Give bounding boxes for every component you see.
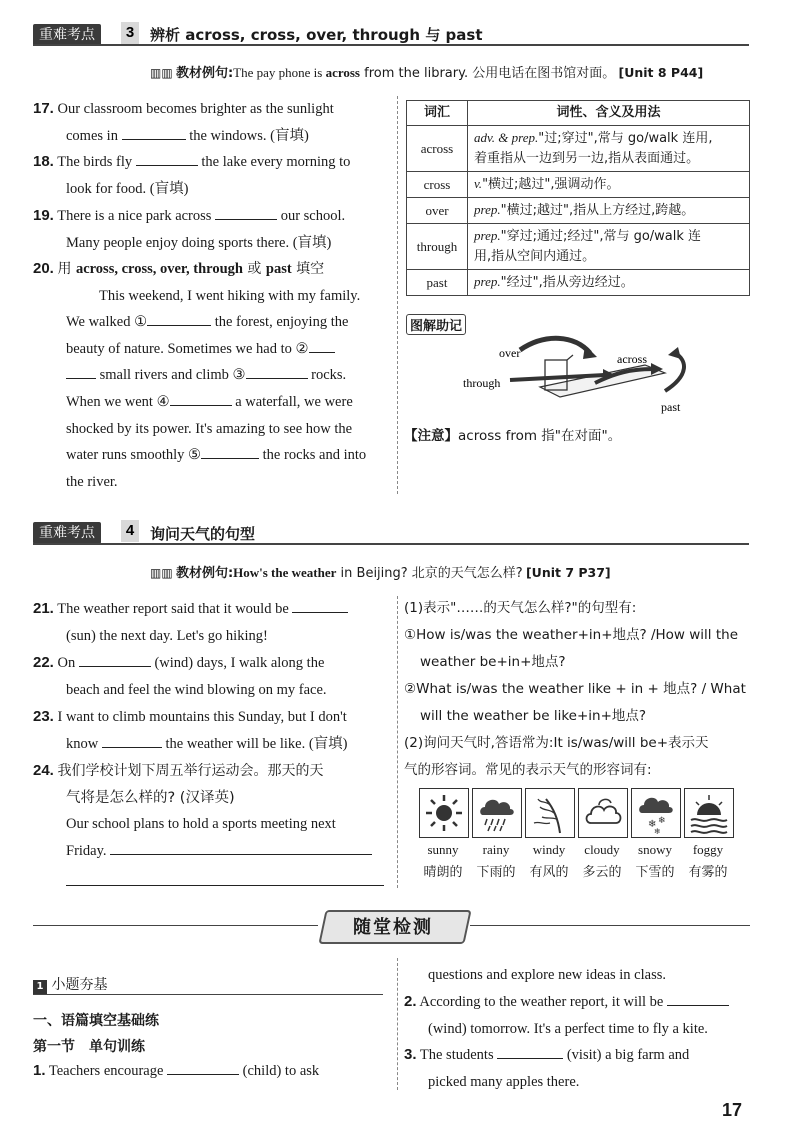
- weather-word-zh: 有雾的: [688, 865, 728, 880]
- note-line: (1)表示"……的天气怎么样?"的句型有:: [404, 600, 637, 616]
- textbook-example: [150, 562, 611, 581]
- windy-icon: [525, 788, 575, 838]
- section-title: 辨析 across, cross, over, through 与 past: [150, 26, 483, 44]
- passage-text: This weekend, I went hiking with my family.: [99, 287, 361, 304]
- usage-text: "经过",指从旁边经过。: [500, 275, 634, 290]
- question-number: 19.: [33, 207, 54, 224]
- instruction-keywords: across, cross, over, through: [75, 261, 243, 277]
- preposition-diagram: [455, 335, 715, 420]
- snowy-icon: [631, 788, 681, 838]
- table-cell-usage: [468, 270, 750, 296]
- question-text: questions and explore new ideas in class.: [428, 967, 666, 983]
- answer-blank-4[interactable]: [170, 389, 232, 406]
- usage-text: 着重指从一边到另一边,指从表面通过。: [474, 151, 700, 166]
- pos-label: prep.: [474, 202, 501, 217]
- weather-word-en: windy: [532, 842, 566, 857]
- answer-blank[interactable]: [122, 123, 186, 140]
- subheading-text: 小题夯基: [51, 977, 108, 993]
- question-text: The birds fly: [57, 154, 133, 170]
- example-translation: in Beijing? 北京的天气怎么样?: [336, 566, 523, 581]
- banner-rule-right: [470, 925, 750, 926]
- example-label: 教材例句:: [175, 566, 234, 581]
- weather-word-en: snowy: [638, 842, 672, 857]
- answer-blank[interactable]: [79, 650, 151, 667]
- usage-text: "横过;越过",强调动作。: [482, 177, 620, 192]
- note-line: will the weather be like+in+地点?: [420, 708, 647, 724]
- question-text: On: [57, 655, 76, 671]
- practice-question-2: [404, 989, 754, 1042]
- passage-text: When we went ④: [66, 393, 170, 410]
- table-row: [407, 270, 750, 296]
- note-text: across from 指"在对面"。: [458, 428, 622, 444]
- passage-text: the river.: [66, 473, 118, 490]
- table-cell-word: over: [407, 198, 468, 224]
- banner-rule-left: [33, 925, 318, 926]
- question-number: 20.: [33, 260, 54, 277]
- question-text: (wind) tomorrow. It's a perfect time to fly a kite.: [428, 1020, 708, 1037]
- question-text: (wind) days, I walk along the: [154, 655, 325, 671]
- instruction-text: 或: [242, 261, 266, 277]
- usage-text: "穿过;通过;经过",常与 go/walk 连: [500, 229, 702, 244]
- note-line: ②What is/was the weather like + in + 地点? / What: [404, 681, 746, 697]
- passage-text: shocked by its power. It's amazing to see how the: [66, 420, 353, 437]
- weather-word-en: sunny: [427, 842, 459, 857]
- svg-text:❄: ❄: [654, 827, 661, 836]
- table-header: 词性、含义及用法: [468, 101, 750, 126]
- instruction-text: 填空: [291, 261, 325, 277]
- question-number: 21.: [33, 600, 54, 617]
- table-cell-word: through: [407, 224, 468, 270]
- usage-text: "过;穿过",常与 go/walk 连用,: [538, 131, 713, 146]
- example-keyword: How's the weather: [233, 565, 337, 580]
- weather-word-zh: 下雪的: [635, 865, 675, 880]
- question-text: Our classroom becomes brighter as the sunlight: [57, 101, 334, 117]
- weather-word-en: cloudy: [584, 842, 620, 857]
- question-text: Friday.: [66, 842, 107, 859]
- note: [404, 424, 621, 444]
- column-divider: [397, 96, 398, 494]
- over-label: over: [499, 346, 521, 360]
- question-text: (child) to ask: [242, 1063, 320, 1079]
- question-text: There is a nice park across: [57, 208, 212, 224]
- vocab-table: [406, 100, 750, 296]
- past-label: past: [661, 400, 681, 414]
- pos-label: prep.: [474, 228, 501, 243]
- sunny-icon: [419, 788, 469, 838]
- question-19: [33, 203, 385, 256]
- question-text: comes in: [66, 127, 118, 144]
- section-number: 3: [121, 22, 139, 44]
- answer-line[interactable]: [66, 885, 384, 886]
- example-label: 教材例句:: [175, 66, 234, 81]
- section-number: 4: [121, 520, 139, 542]
- passage-text: We walked ①: [66, 314, 148, 331]
- table-cell-usage: [468, 198, 750, 224]
- question-number: 2.: [404, 993, 417, 1010]
- rainy-icon: [472, 788, 522, 838]
- example-keyword: across: [325, 65, 360, 80]
- example-text: The pay phone is: [233, 65, 326, 80]
- example-translation: from the library. 公用电话在图书馆对面。: [360, 66, 616, 81]
- example-reference: [Unit 8 P44]: [618, 65, 704, 80]
- question-text: beach and feel the wind blowing on my face.: [66, 681, 327, 698]
- question-21: [33, 596, 385, 649]
- answer-blank[interactable]: [167, 1058, 239, 1075]
- section-subtitle: 第一节 单句训练: [33, 1039, 145, 1055]
- textbook-example: [150, 62, 703, 81]
- subheading: [33, 974, 107, 994]
- weather-word-zh: 多云的: [582, 865, 622, 880]
- question-text: The students: [419, 1047, 494, 1063]
- weather-word-en: foggy: [692, 842, 724, 857]
- answer-line[interactable]: [110, 838, 372, 855]
- question-text: (visit) a big farm and: [566, 1047, 690, 1063]
- pos-label: v.: [474, 176, 483, 191]
- table-row: [407, 198, 750, 224]
- over-arrow: [520, 338, 590, 353]
- question-number: 3.: [404, 1046, 417, 1063]
- book-icon: ▥▥: [150, 566, 173, 580]
- column-divider: [397, 596, 398, 888]
- table-cell-word: cross: [407, 172, 468, 198]
- table-cell-usage: [468, 172, 750, 198]
- question-number: 1.: [33, 1062, 46, 1079]
- table-header: 词汇: [407, 101, 468, 126]
- question-text: the windows. (盲填): [189, 127, 309, 144]
- question-text: our school.: [280, 208, 346, 224]
- question-text: know: [66, 735, 99, 752]
- question-text: Our school plans to hold a sports meeting next: [66, 816, 336, 833]
- part-title: 一、语篇填空基础练: [33, 1013, 159, 1029]
- section-tag: 重难考点: [33, 522, 101, 544]
- passage-text: water runs smoothly ⑤: [66, 447, 202, 464]
- cloudy-icon: [578, 788, 628, 838]
- answer-blank-1[interactable]: [147, 309, 211, 326]
- question-number: 18.: [33, 153, 54, 170]
- table-cell-usage: [468, 126, 750, 172]
- instruction-text: 用: [57, 261, 76, 277]
- question-18: [33, 149, 385, 202]
- table-row: [407, 224, 750, 270]
- question-number: 22.: [33, 654, 54, 671]
- answer-blank[interactable]: [136, 149, 198, 166]
- note-line: weather be+in+地点?: [420, 654, 566, 670]
- weather-icon-row: [419, 788, 739, 842]
- question-text: picked many apples there.: [428, 1073, 580, 1090]
- question-text: (sun) the next day. Let's go hiking!: [66, 627, 268, 644]
- question-text: look for food. (盲填): [66, 180, 189, 197]
- page-number: 17: [722, 1100, 743, 1120]
- question-number: 17.: [33, 100, 54, 117]
- table-cell-usage: [468, 224, 750, 270]
- svg-text:❄: ❄: [658, 816, 666, 826]
- subheading-rule: [33, 994, 383, 995]
- pos-label: adv. & prep.: [474, 130, 539, 145]
- answer-blank[interactable]: [497, 1042, 563, 1059]
- section-title: 询问天气的句型: [150, 525, 256, 543]
- through-label: through: [463, 376, 501, 390]
- table-cell-word: past: [407, 270, 468, 296]
- answer-blank-2[interactable]: [309, 336, 335, 353]
- pos-label: prep.: [474, 274, 501, 289]
- table-cell-word: across: [407, 126, 468, 172]
- question-text: 我们学校计划下周五举行运动会。那天的天: [57, 763, 324, 779]
- example-reference: [Unit 7 P37]: [525, 565, 611, 580]
- subheading-icon: 1: [33, 980, 47, 994]
- practice-question-1: [33, 1058, 385, 1085]
- question-text: Many people enjoy doing sports there. (盲填): [66, 234, 332, 251]
- question-text: the weather will be like. (盲填): [165, 735, 348, 752]
- passage-text: a waterfall, we were: [235, 393, 353, 410]
- question-text: Teachers encourage: [48, 1063, 164, 1079]
- question-text: the lake every morning to: [201, 154, 351, 170]
- question-22: [33, 650, 385, 703]
- note-line: 气的形容词。常见的表示天气的形容词有:: [404, 762, 652, 778]
- question-24: [33, 758, 385, 864]
- passage-text: small rivers and climb ③: [99, 367, 246, 384]
- across-label: across: [617, 352, 647, 366]
- foggy-icon: [684, 788, 734, 838]
- usage-text: "横过;越过",指从上方经过,跨越。: [500, 203, 695, 218]
- question-20: [33, 256, 385, 495]
- practice-question-3: [404, 1042, 754, 1095]
- table-row: [407, 172, 750, 198]
- diagram-label: 图解助记: [406, 314, 466, 335]
- question-23: [33, 704, 385, 757]
- question-text: According to the weather report, it will be: [419, 994, 664, 1010]
- section-rule: [33, 543, 749, 545]
- passage-text: beauty of nature. Sometimes we had to ②: [66, 340, 309, 357]
- svg-text:❄: ❄: [648, 819, 657, 830]
- question-17: [33, 96, 385, 149]
- answer-blank-5[interactable]: [201, 442, 259, 459]
- answer-blank[interactable]: [292, 596, 348, 613]
- note-line: (2)询问天气时,答语常为:It is/was/will be+表示天: [404, 735, 709, 751]
- answer-blank[interactable]: [102, 731, 162, 748]
- weather-word-zh: 下雨的: [476, 865, 516, 880]
- passage-text: the rocks and into: [262, 447, 367, 464]
- question-number: 24.: [33, 762, 54, 779]
- question-text: The weather report said that it would be: [57, 601, 289, 617]
- note-line: ①How is/was the weather+in+地点? /How will the: [404, 627, 739, 643]
- answer-blank-3[interactable]: [246, 362, 308, 379]
- section-tag: 重难考点: [33, 24, 101, 46]
- weather-notes: [404, 595, 754, 784]
- passage-text: the forest, enjoying the: [214, 314, 349, 331]
- question-text: 气将是怎么样的? (汉译英): [66, 789, 235, 806]
- weather-word-zh: 晴朗的: [423, 865, 463, 880]
- answer-blank[interactable]: [215, 203, 277, 220]
- column-divider: [397, 958, 398, 1090]
- weather-word-en: rainy: [482, 842, 510, 857]
- table-row: [407, 126, 750, 172]
- note-tag: 【注意】: [404, 428, 458, 444]
- section-rule: [33, 44, 749, 46]
- usage-text: 用,指从空间内通过。: [474, 249, 596, 264]
- banner-title: 随堂检测: [353, 917, 433, 938]
- instruction-keywords: past: [265, 261, 292, 277]
- weather-word-zh: 有风的: [529, 865, 569, 880]
- passage-text: rocks.: [311, 367, 347, 384]
- past-arrow: [665, 353, 684, 391]
- question-number: 23.: [33, 708, 54, 725]
- answer-blank-2-cont[interactable]: [66, 362, 96, 379]
- question-text: I want to climb mountains this Sunday, but I don't: [57, 709, 347, 725]
- book-icon: ▥▥: [150, 66, 173, 80]
- weather-labels: [413, 842, 743, 882]
- answer-blank[interactable]: [667, 989, 729, 1006]
